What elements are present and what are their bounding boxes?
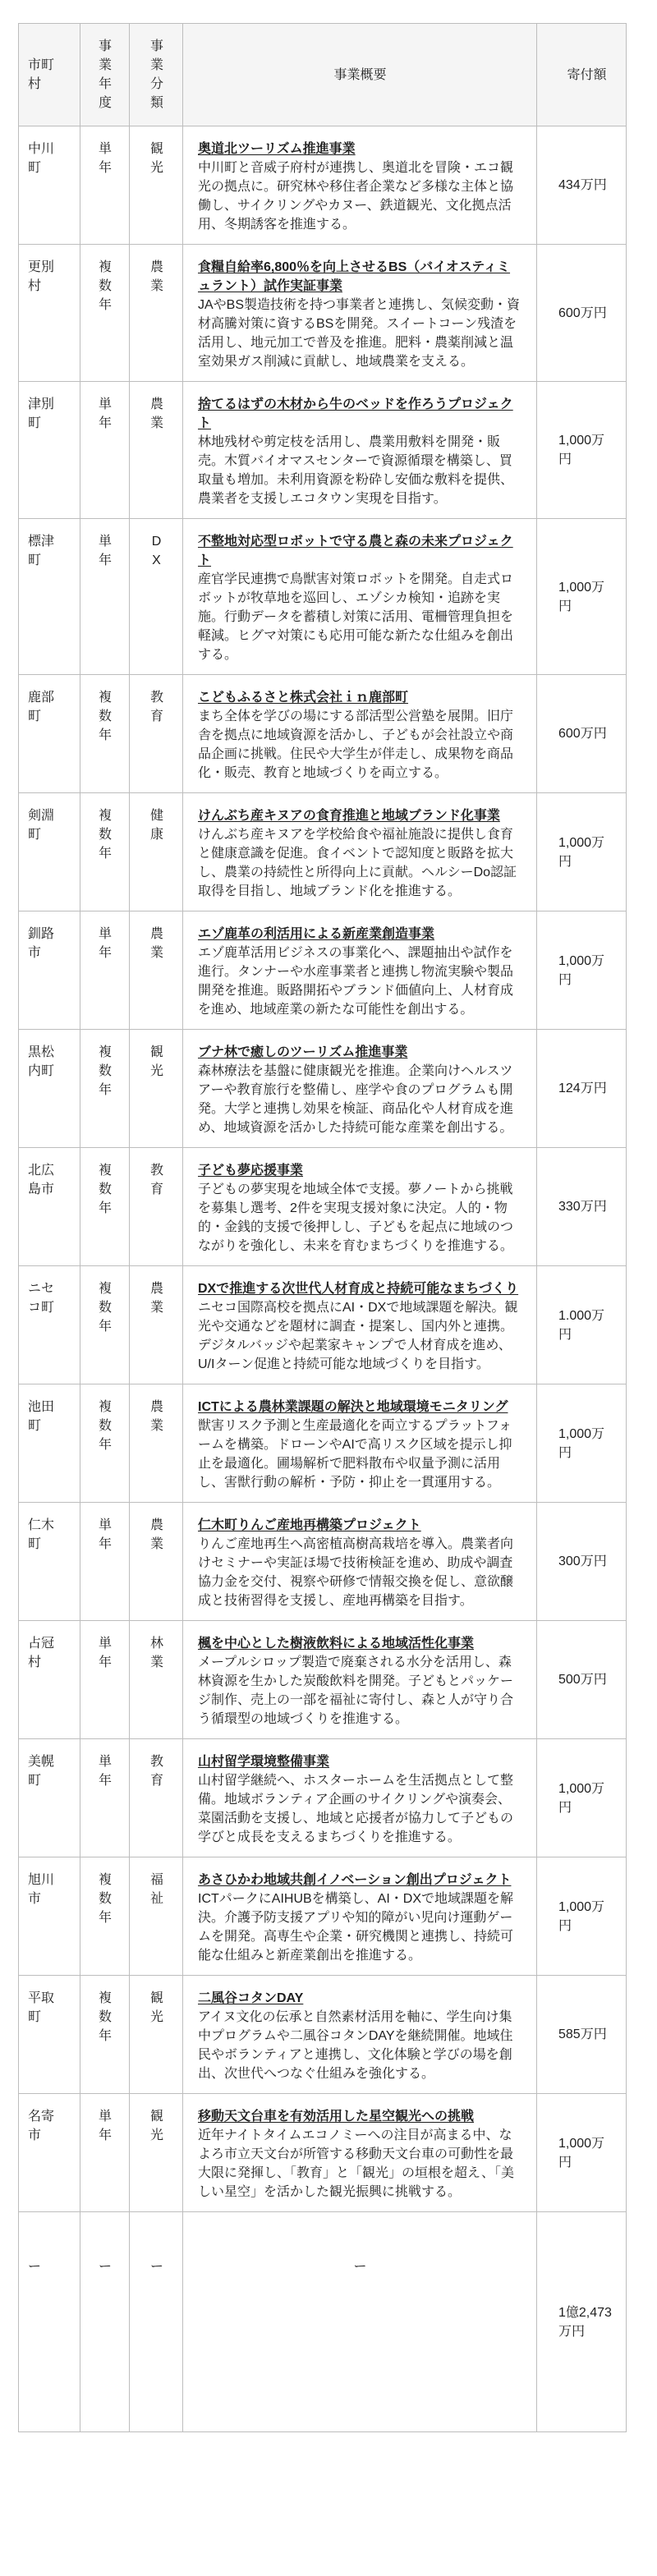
cell-donation: 434万円 bbox=[537, 126, 627, 245]
project-table bbox=[18, 23, 657, 2432]
cell-donation: 1,000万円 bbox=[537, 2094, 627, 2212]
project-description: けんぶち産キヌアを学校給食や福祉施設に提供し食育と健康意識を促進。食イベントで認知度と販路を拡大し、農業の持続性と所得向上に貢献。ヘルシーDo認証取得を目指し、地域ブランド化を推進する。 bbox=[198, 828, 517, 898]
cell-category: 観光 bbox=[130, 126, 183, 245]
project-title: 食糧自給率6,800％を向上させるBS（バイオスティミュラント）試作実証事業 bbox=[198, 260, 511, 293]
cell-municipality: 中川町 bbox=[19, 126, 80, 245]
cell-summary bbox=[183, 1621, 537, 1739]
project-description: アイヌ文化の伝承と自然素材活用を軸に、学生向け集中プログラムや二風谷コタンDAYを継続開催。地域住民やボランティアと連携し、文化体験と学びの場を創出、次世代へつなぐ仕組みを強化する。 bbox=[198, 2010, 513, 2081]
cell-fiscal-year: 単年 bbox=[80, 2094, 130, 2212]
cell-municipality: ニセコ町 bbox=[19, 1266, 80, 1384]
cell-municipality: 平取町 bbox=[19, 1976, 80, 2094]
project-title: 子ども夢応援事業 bbox=[198, 1164, 304, 1178]
project-description: りんご産地再生へ高密植高樹高栽培を導入。農業者向けセミナーや実証ほ場で技術検証を進め、助成や調査協力金を交付、視察や研修で情報交換を促し、意欲醸成と技術習得を支援し、産地再構築を目指す。 bbox=[198, 1537, 514, 1608]
project-description: メープルシロップ製造で廃棄される水分を活用し、森林資源を生かした炭酸飲料を開発。子どもとパッケージ制作、売上の一部を福祉に寄付し、森と人が守り合う循環型の地域づくりを推進する。 bbox=[198, 1655, 514, 1726]
cell-municipality: ー bbox=[19, 2212, 80, 2432]
cell-summary bbox=[183, 245, 537, 382]
table-row bbox=[19, 911, 627, 1030]
cell-municipality: 仁木町 bbox=[19, 1503, 80, 1621]
project-description: 中川町と音威子府村が連携し、奥道北を冒険・エコ観光の拠点に。研究林や移住者企業など多様な主体と協働し、サイクリングやカヌー、鉄道観光、文化拠点活用、冬期誘客を推進する。 bbox=[198, 161, 514, 232]
project-description: 林地残材や剪定枝を活用し、農業用敷料を開発・販売。木質バイオマスセンターで資源循環を構築し、買取量も増加。未利用資源を粉砕し安価な敷料を提供、農業者を支援しエコタウン実現を目指す。 bbox=[198, 435, 514, 506]
cell-category: 農業 bbox=[130, 1266, 183, 1384]
project-title: 二風谷コタンDAY bbox=[198, 1991, 304, 2005]
project-description: 山村留学継続へ、ホスターホームを生活拠点として整備。地域ボランティア企画のサイクリングや演奏会、菜園活動を支援し、地域と応援者が協力して子どもの学びと成長を支えるまちづくりを推進する。 bbox=[198, 1774, 514, 1844]
header-fiscal-year: 事業年度 bbox=[80, 24, 130, 126]
cell-summary bbox=[183, 1739, 537, 1857]
cell-fiscal-year: 単年 bbox=[80, 382, 130, 519]
table-row bbox=[19, 1030, 627, 1148]
project-title: 仁木町りんご産地再構築プロジェクト bbox=[198, 1518, 421, 1532]
cell-summary bbox=[183, 1857, 537, 1976]
cell-municipality: 占冠村 bbox=[19, 1621, 80, 1739]
cell-donation: 500万円 bbox=[537, 1621, 627, 1739]
cell-category: 農業 bbox=[130, 1384, 183, 1503]
cell-category: 健康 bbox=[130, 793, 183, 911]
cell-summary bbox=[183, 911, 537, 1030]
cell-fiscal-year: ー bbox=[80, 2212, 130, 2432]
cell-municipality: 美幌町 bbox=[19, 1739, 80, 1857]
header-donation: 寄付額 bbox=[537, 24, 627, 126]
project-title: DXで推進する次世代人材育成と持続可能なまちづくり bbox=[198, 1282, 519, 1296]
project-title: 山村留学環境整備事業 bbox=[198, 1755, 330, 1769]
cell-donation: 330万円 bbox=[537, 1148, 627, 1266]
cell-summary bbox=[183, 126, 537, 245]
table-row bbox=[19, 793, 627, 911]
cell-summary bbox=[183, 1266, 537, 1384]
cell-fiscal-year: 単年 bbox=[80, 519, 130, 675]
cell-summary bbox=[183, 1030, 537, 1148]
project-title: ICTによる農林業課題の解決と地域環境モニタリング bbox=[198, 1400, 508, 1414]
cell-municipality: 津別町 bbox=[19, 382, 80, 519]
municipal-projects-table bbox=[18, 23, 627, 2432]
cell-category: 教育 bbox=[130, 1739, 183, 1857]
project-title: けんぶち産キヌアの食育推進と地域ブランド化事業 bbox=[198, 809, 500, 823]
total-row bbox=[19, 2212, 627, 2432]
header-summary: 事業概要 bbox=[183, 24, 537, 126]
project-title: 楓を中心とした樹液飲料による地域活性化事業 bbox=[198, 1637, 475, 1651]
cell-municipality: 旭川市 bbox=[19, 1857, 80, 1976]
cell-donation: 600万円 bbox=[537, 675, 627, 793]
cell-municipality: 剣淵町 bbox=[19, 793, 80, 911]
cell-fiscal-year: 複数年 bbox=[80, 793, 130, 911]
table-row bbox=[19, 1621, 627, 1739]
cell-summary bbox=[183, 382, 537, 519]
cell-municipality: 鹿部町 bbox=[19, 675, 80, 793]
cell-donation: 1,000万円 bbox=[537, 382, 627, 519]
table-row bbox=[19, 1976, 627, 2094]
cell-summary bbox=[183, 1976, 537, 2094]
project-title: 移動天文台車を有効活用した星空観光への挑戦 bbox=[198, 2110, 475, 2124]
project-title: 奥道北ツーリズム推進事業 bbox=[198, 142, 356, 156]
cell-summary bbox=[183, 1148, 537, 1266]
cell-category: 林業 bbox=[130, 1621, 183, 1739]
project-title: 不整地対応型ロボットで守る農と森の未来プロジェクト bbox=[198, 535, 513, 567]
cell-fiscal-year: 単年 bbox=[80, 1503, 130, 1621]
table-row bbox=[19, 382, 627, 519]
cell-category: 福祉 bbox=[130, 1857, 183, 1976]
table-row bbox=[19, 2094, 627, 2212]
cell-summary bbox=[183, 519, 537, 675]
cell-municipality: 標津町 bbox=[19, 519, 80, 675]
cell-category: 農業 bbox=[130, 911, 183, 1030]
cell-fiscal-year: 複数年 bbox=[80, 245, 130, 382]
table-row bbox=[19, 1857, 627, 1976]
cell-municipality: 名寄市 bbox=[19, 2094, 80, 2212]
header-municipality: 市町村 bbox=[19, 24, 80, 126]
cell-summary bbox=[183, 675, 537, 793]
cell-donation-total: 1億2,473万円 bbox=[537, 2212, 627, 2432]
table-row bbox=[19, 519, 627, 675]
header-row bbox=[19, 24, 627, 126]
cell-municipality: 更別村 bbox=[19, 245, 80, 382]
project-title: こどもふるさと株式会社ｉｎ鹿部町 bbox=[198, 691, 409, 705]
cell-fiscal-year: 複数年 bbox=[80, 1857, 130, 1976]
cell-category: ー bbox=[130, 2212, 183, 2432]
cell-donation: 300万円 bbox=[537, 1503, 627, 1621]
cell-category: 観光 bbox=[130, 2094, 183, 2212]
cell-donation: 124万円 bbox=[537, 1030, 627, 1148]
cell-category: 農業 bbox=[130, 382, 183, 519]
project-description: 近年ナイトタイムエコノミーへの注目が高まる中、なよろ市立天文台が所管する移動天文台車の可動性を最大限に発揮し、「教育」と「観光」の垣根を超え、「美しい星空」を活かした観光振興に挑戦する。 bbox=[198, 2128, 514, 2199]
cell-category: 教育 bbox=[130, 675, 183, 793]
cell-fiscal-year: 単年 bbox=[80, 1621, 130, 1739]
cell-category: DX bbox=[130, 519, 183, 675]
project-description: 産官学民連携で鳥獣害対策ロボットを開発。自走式ロボットが牧草地を巡回し、エゾシカ検知・追跡を実施。行動データを蓄積し対策に活用、電柵管理負担を軽減。ヒグマ対策にも応用可能な新たな仕組みを創出する。 bbox=[198, 572, 514, 662]
project-description: 子どもの夢実現を地域全体で支援。夢ノートから挑戦を募集し選考、2件を実現支援対象に決定。人的・物的・金銭的支援で後押しし、子どもを起点に地域のつながりを強化し、未来を育むまちづくりを推進する。 bbox=[198, 1182, 514, 1253]
cell-category: 農業 bbox=[130, 245, 183, 382]
cell-summary bbox=[183, 1384, 537, 1503]
project-title: ブナ林で癒しのツーリズム推進事業 bbox=[198, 1045, 408, 1059]
cell-fiscal-year: 単年 bbox=[80, 911, 130, 1030]
cell-donation: 1,000万円 bbox=[537, 1857, 627, 1976]
table-row bbox=[19, 1739, 627, 1857]
cell-fiscal-year: 複数年 bbox=[80, 1030, 130, 1148]
cell-category: 農業 bbox=[130, 1503, 183, 1621]
project-title: あさひかわ地域共創イノベーション創出プロジェクト bbox=[198, 1873, 512, 1887]
table-row bbox=[19, 1266, 627, 1384]
project-description: JAやBS製造技術を持つ事業者と連携し、気候変動・資材高騰対策に資するBSを開発。スイートコーン残渣を活用し、地元加工で普及を推進。肥料・農薬削減と温室効果ガス削減に貢献し、地域農業を支える。 bbox=[198, 298, 521, 369]
project-title: エゾ鹿革の利活用による新産業創造事業 bbox=[198, 927, 435, 941]
cell-summary: ー bbox=[183, 2212, 537, 2432]
cell-donation: 585万円 bbox=[537, 1976, 627, 2094]
cell-donation: 1,000万円 bbox=[537, 1384, 627, 1503]
cell-fiscal-year: 複数年 bbox=[80, 1976, 130, 2094]
project-description: 森林療法を基盤に健康観光を推進。企業向けヘルスツアーや教育旅行を整備し、座学や食のプログラムも開発。大学と連携し効果を検証、商品化や人材育成を進め、地域資源を活かした持続可能な産業を創出する。 bbox=[198, 1064, 514, 1135]
project-description: まち全体を学びの場にする部活型公営塾を展開。旧庁舎を拠点に地域資源を活かし、子どもが会社設立や商品企画に挑戦。住民や大学生が伴走し、成果物を商品化・販売、教育と地域づくりを両立する。 bbox=[198, 709, 514, 780]
table-row bbox=[19, 675, 627, 793]
cell-fiscal-year: 複数年 bbox=[80, 1266, 130, 1384]
table-row bbox=[19, 1148, 627, 1266]
cell-donation: 1,000万円 bbox=[537, 793, 627, 911]
table-row bbox=[19, 126, 627, 245]
cell-category: 観光 bbox=[130, 1976, 183, 2094]
cell-fiscal-year: 複数年 bbox=[80, 1148, 130, 1266]
cell-summary bbox=[183, 1503, 537, 1621]
cell-municipality: 北広島市 bbox=[19, 1148, 80, 1266]
table-row bbox=[19, 245, 627, 382]
project-description: ニセコ国際高校を拠点にAI・DXで地域課題を解決。観光や交通などを題材に調査・提案し、国内外と連携。デジタルバッジや起業家キャンプで人材育成を進め、U/Iターン促進と持続可能な地域づくりを目指す。 bbox=[198, 1301, 518, 1371]
project-description: ICTパークにAIHUBを構築し、AI・DXで地域課題を解決。介護予防支援アプリや知的障がい児向け運動ゲームを開発。高専生や企業・研究機関と連携し、持続可能な仕組みと新産業創出を推進する。 bbox=[198, 1892, 514, 1963]
cell-municipality: 黒松内町 bbox=[19, 1030, 80, 1148]
header-category: 事業分類 bbox=[130, 24, 183, 126]
cell-fiscal-year: 複数年 bbox=[80, 675, 130, 793]
cell-municipality: 釧路市 bbox=[19, 911, 80, 1030]
cell-donation: 600万円 bbox=[537, 245, 627, 382]
project-description: 獣害リスク予測と生産最適化を両立するプラットフォームを構築。ドローンやAIで高リスク区域を提示し抑止を最適化。圃場解析で肥料散布や収量予測に活用し、害獣行動の解析・予防・抑止を一貫運用する。 bbox=[198, 1419, 512, 1490]
cell-donation: 1,000万円 bbox=[537, 1739, 627, 1857]
cell-donation: 1,000万円 bbox=[537, 519, 627, 675]
cell-fiscal-year: 単年 bbox=[80, 1739, 130, 1857]
cell-fiscal-year: 単年 bbox=[80, 126, 130, 245]
cell-category: 観光 bbox=[130, 1030, 183, 1148]
cell-fiscal-year: 複数年 bbox=[80, 1384, 130, 1503]
table-row bbox=[19, 1503, 627, 1621]
table-row bbox=[19, 1384, 627, 1503]
cell-donation: 1,000万円 bbox=[537, 911, 627, 1030]
cell-municipality: 池田町 bbox=[19, 1384, 80, 1503]
cell-summary bbox=[183, 2094, 537, 2212]
cell-category: 教育 bbox=[130, 1148, 183, 1266]
cell-donation: 1.000万円 bbox=[537, 1266, 627, 1384]
project-description: エゾ鹿革活用ビジネスの事業化へ、課題抽出や試作を進行。タンナーや水産事業者と連携し物流実験や製品開発を推進。販路開拓やブランド価値向上、人材育成を進め、地域産業の新たな可能性を創出する。 bbox=[198, 946, 514, 1017]
cell-summary bbox=[183, 793, 537, 911]
project-title: 捨てるはずの木材から牛のベッドを作ろうプロジェクト bbox=[198, 397, 513, 430]
